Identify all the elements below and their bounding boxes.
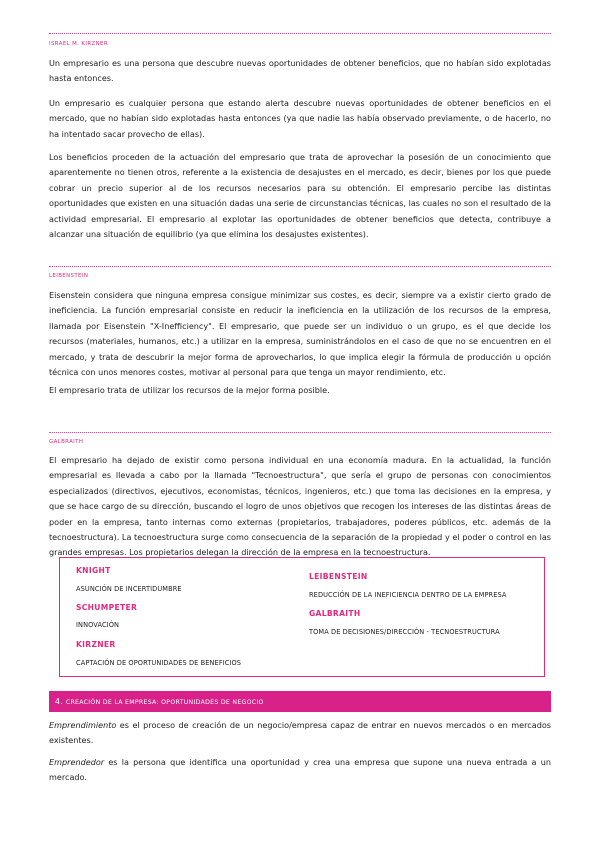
author-name: SCHUMPETER	[76, 603, 138, 612]
summary-box	[59, 557, 545, 677]
defined-term: Emprendimiento	[49, 720, 117, 730]
section-divider	[49, 33, 551, 34]
definition-text: es la persona que identifica una oportunidad y crea una empresa que supone una nueva entrada a un mercado.	[49, 757, 551, 783]
paragraph: Eisenstein considera que ninguna empresa consigue minimizar sus costes, es decir, siempre va a existir cierto grado de ineficiencia. La función empresarial consiste en reducir la ineficiencia en la utilización de los recursos de la empresa, llamada por Eisenstein "X-Inefficiency". El empresario, que puede ser un individuo o un grupo, es el que decide los recursos (materiales, humanos, etc.) a utilizar en la empresa, suministrándolos en el caso de que no se encuentren en el mercado, y trata de descubrir la mejor forma de aprovecharlos, lo que implica elegir la fórmula de producción u opción técnica con unos menores costes, motivar al personal para que tenga un mayor rendimiento, etc.	[49, 290, 551, 378]
section-number: 4.	[55, 697, 64, 706]
section-heading-banner	[49, 691, 551, 712]
author-contribution: TOMA DE DECISIONES/DIRECCIÓN - TECNOESTRUCTURA	[309, 628, 500, 636]
paragraph: Un empresario es cualquier persona que estando alerta descubre nuevas oportunidades de obtener beneficios en el mercado, que no habían sido explotadas hasta entonces (ya que nadie las había observado previamente, o de hacerlo, no ha intentado sacar provecho de ellas).	[49, 98, 551, 139]
author-contribution: REDUCCIÓN DE LA INEFICIENCIA DENTRO DE LA EMPRESA	[309, 591, 507, 599]
author-name: GALBRAITH	[309, 609, 361, 618]
author-name: KIRZNER	[76, 640, 116, 649]
paragraph: Un empresario es una persona que descubre nuevas oportunidades de obtener beneficios, que no habían sido explotadas hasta entonces.	[49, 58, 551, 84]
definition-text: es el proceso de creación de un negocio/empresa capaz de entrar en nuevos mercados o en mercados existentes.	[49, 720, 551, 746]
section-label-leibenstein: LEIBENSTEIN	[49, 273, 89, 279]
paragraph: El empresario trata de utilizar los recursos de la mejor forma posible.	[49, 385, 330, 395]
author-contribution: CAPTACIÓN DE OPORTUNIDADES DE BENEFICIOS	[76, 659, 242, 667]
author-name: KNIGHT	[76, 566, 111, 575]
author-contribution: ASUNCIÓN DE INCERTIDUMBRE	[76, 585, 182, 593]
author-contribution: INNOVACIÓN	[76, 621, 120, 629]
paragraph: El empresario ha dejado de existir como persona individual en una economía madura. En la actualidad, la función empresarial es llevada a cabo por la llamada "Tecnoestructura", que sería el grupo de personas con conocimientos especializados (directivos, ejecutivos, economistas, técnicos, ingenieros, etc.) que toma las decisiones en la empresa, y que se hace cargo de su dirección, buscando el logro de unos objetivos que recogen los intereses de las distintas áreas de poder en la empresa, tanto internas como externas (propietarios, trabajadores, poderes públicos, etc. además de la tecnoestructura). La tecnoestructura surge como consecuencia de la separación de la propiedad y el poder o control en las grandes empresas. Los propietarios delegan la dirección de la empresa en la tecnoestructura.	[49, 455, 551, 558]
definition-paragraph	[49, 718, 551, 749]
section-divider	[49, 432, 551, 433]
paragraph: Los beneficios proceden de la actuación del empresario que trata de aprovechar la posesión de un conocimiento que aparentemente no tienen otros, referente a la existencia de desajustes en el mercado, es decir, bienes por los que puede cobrar un precio superior al de los recursos necesarios para su obtención. El empresario percibe las distintas oportunidades que existen en una situación dadas una serie de circunstancias técnicas, las cuales no son el resultado de la actividad empresarial. El empresario al explotar las oportunidades de obtener beneficios que detecta, contribuye a alcanzar una situación de equilibrio (ya que elimina los desajustes existentes).	[49, 152, 551, 240]
defined-term: Emprendedor	[49, 757, 105, 767]
section-divider	[49, 266, 551, 267]
author-name: LEIBENSTEIN	[309, 572, 368, 581]
section-label-kirzner: ISRAEL M. KIRZNER	[49, 41, 108, 47]
definition-paragraph	[49, 755, 551, 786]
section-title: CREACIÓN DE LA EMPRESA: OPORTUNIDADES DE NEGOCIO	[65, 699, 264, 706]
section-label-galbraith: GALBRAITH	[49, 439, 84, 445]
